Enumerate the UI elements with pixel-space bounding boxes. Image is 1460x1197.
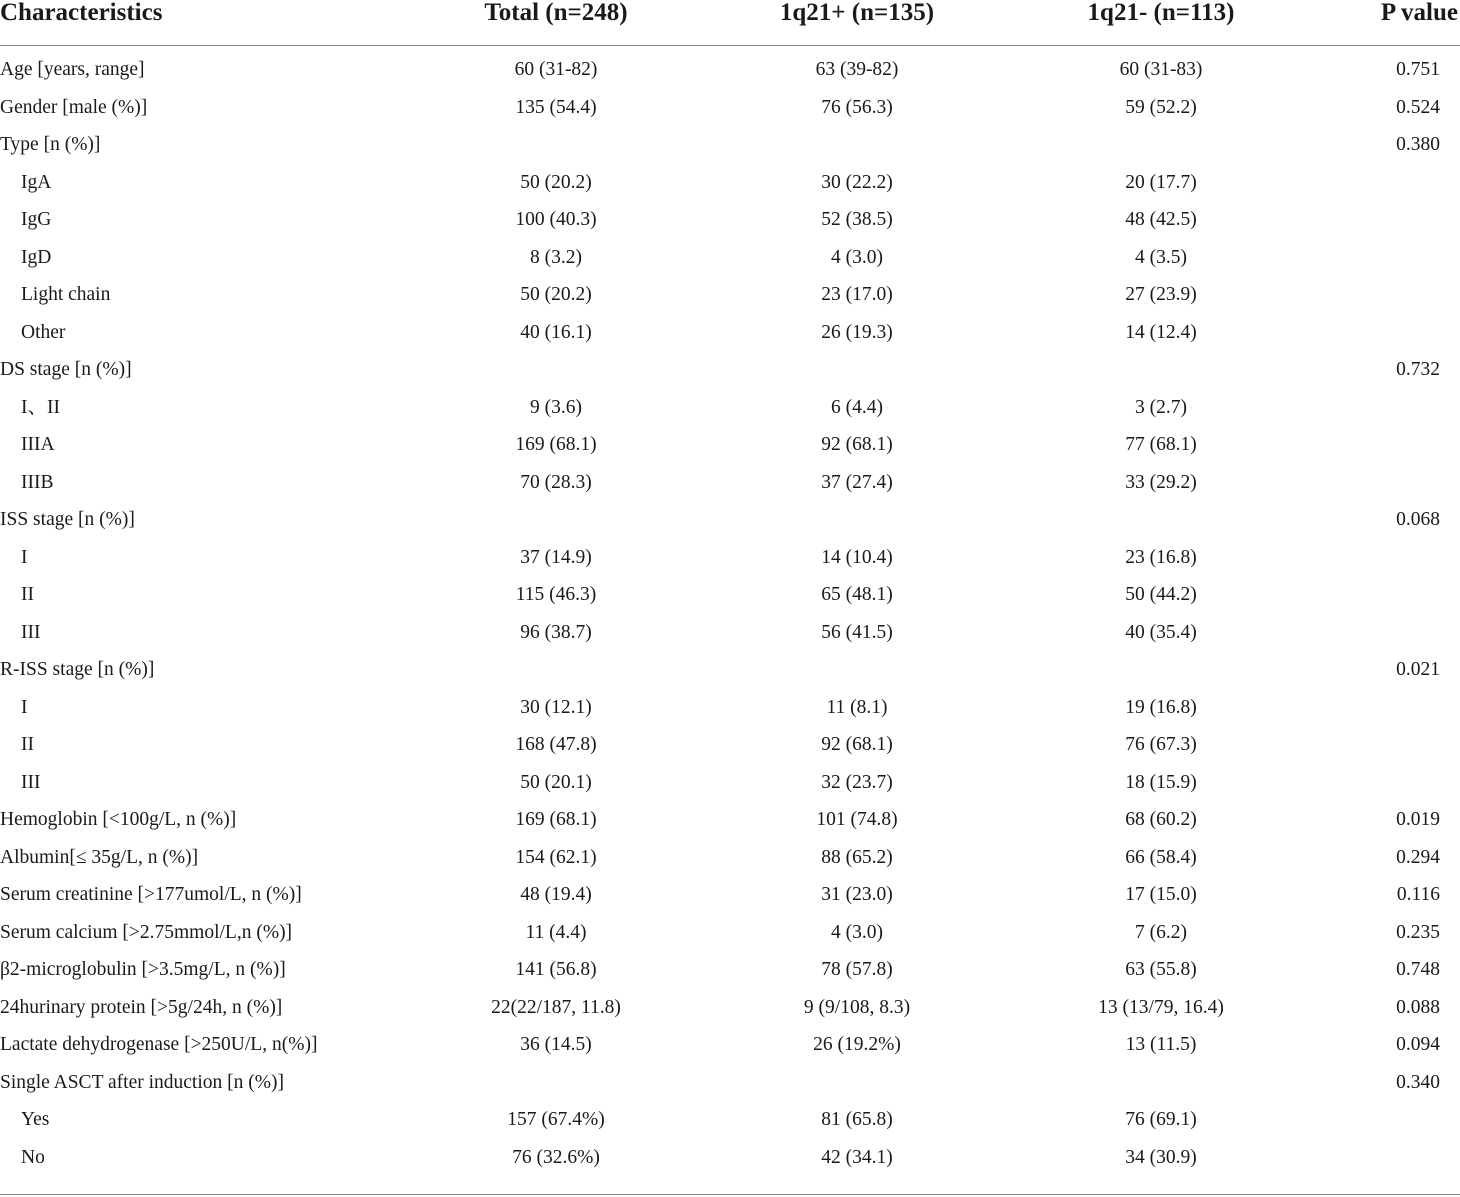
cell-total: 169 (68.1)	[515, 809, 597, 830]
cell-1q21-negative: 68 (60.2)	[1125, 809, 1197, 830]
table-row	[0, 472, 1460, 510]
table-row	[0, 1147, 1460, 1185]
table-row	[0, 584, 1460, 622]
cell-total: 36 (14.5)	[520, 1034, 592, 1055]
cell-1q21-negative: 17 (15.0)	[1125, 884, 1197, 905]
cell-total: 168 (47.8)	[515, 734, 597, 755]
cell-1q21-negative: 18 (15.9)	[1125, 771, 1197, 793]
cell-1q21-positive: 31 (23.0)	[821, 884, 893, 905]
table-row	[0, 284, 1460, 322]
cell-p-value: 0.294	[1396, 846, 1440, 868]
header-1q21-negative: 1q21- (n=113)	[1087, 0, 1235, 26]
table-row	[0, 547, 1460, 585]
cell-characteristic: ISS stage [n (%)]	[0, 509, 135, 530]
cell-1q21-negative: 27 (23.9)	[1125, 284, 1197, 305]
cell-1q21-positive: 52 (38.5)	[821, 209, 893, 230]
cell-1q21-negative: 60 (31-83)	[1119, 59, 1203, 80]
table-row	[0, 134, 1460, 172]
cell-p-value: 0.380	[1396, 134, 1440, 155]
cell-1q21-negative: 13 (13/79, 16.4)	[1098, 996, 1224, 1018]
cell-1q21-negative: 23 (16.8)	[1125, 546, 1197, 568]
cell-1q21-negative: 3 (2.7)	[1135, 396, 1187, 418]
cell-characteristic: IIIB	[21, 471, 54, 493]
cell-characteristic: Albumin[≤ 35g/L, n (%)]	[0, 846, 199, 868]
cell-total: 154 (62.1)	[515, 846, 597, 868]
cell-1q21-positive: 14 (10.4)	[821, 546, 893, 568]
cell-p-value: 0.021	[1396, 659, 1440, 680]
table-row	[0, 172, 1460, 210]
cell-characteristic: III	[21, 621, 41, 643]
cell-total: 40 (16.1)	[520, 321, 592, 343]
cell-characteristic: β2-microglobulin [>3.5mg/L, n (%)]	[0, 959, 286, 980]
cell-1q21-positive: 92 (68.1)	[821, 734, 893, 755]
cell-characteristic: Type [n (%)]	[0, 134, 101, 155]
cell-p-value: 0.116	[1396, 884, 1440, 905]
cell-p-value: 0.235	[1396, 921, 1440, 943]
cell-total: 157 (67.4%)	[507, 1109, 605, 1130]
table-body	[0, 59, 1460, 1184]
cell-characteristic: I、II	[21, 396, 60, 418]
cell-p-value: 0.019	[1396, 809, 1440, 830]
cell-total: 50 (20.2)	[520, 171, 592, 193]
cell-1q21-positive: 88 (65.2)	[821, 846, 893, 868]
cell-characteristic: DS stage [n (%)]	[0, 359, 132, 380]
cell-1q21-negative: 40 (35.4)	[1125, 621, 1197, 643]
table-row	[0, 959, 1460, 997]
table-row	[0, 434, 1460, 472]
cell-1q21-positive: 37 (27.4)	[821, 471, 893, 493]
table-row	[0, 359, 1460, 397]
cell-p-value: 0.732	[1396, 359, 1440, 380]
header-p-value: P value	[1380, 0, 1458, 26]
cell-total: 135 (54.4)	[515, 96, 597, 118]
cell-total: 60 (31-82)	[514, 59, 598, 80]
cell-characteristic: IgD	[21, 246, 52, 268]
cell-1q21-negative: 59 (52.2)	[1125, 96, 1197, 118]
table-row	[0, 322, 1460, 360]
cell-total: 8 (3.2)	[530, 246, 582, 268]
cell-characteristic: Gender [male (%)]	[0, 96, 148, 118]
cell-p-value: 0.340	[1396, 1071, 1440, 1093]
table-row	[0, 59, 1460, 97]
cell-p-value: 0.524	[1396, 96, 1440, 118]
cell-total: 50 (20.1)	[520, 771, 592, 793]
cell-characteristic: IgG	[21, 209, 52, 230]
cell-1q21-positive: 23 (17.0)	[821, 284, 893, 305]
table-row	[0, 997, 1460, 1035]
cell-1q21-negative: 7 (6.2)	[1135, 921, 1187, 943]
cell-1q21-negative: 66 (58.4)	[1125, 846, 1197, 868]
cell-1q21-positive: 56 (41.5)	[821, 621, 893, 643]
cell-1q21-negative: 4 (3.5)	[1135, 246, 1187, 268]
cell-characteristic: Hemoglobin [<100g/L, n (%)]	[0, 809, 237, 830]
cell-total: 30 (12.1)	[520, 696, 592, 718]
cell-1q21-positive: 63 (39-82)	[815, 59, 899, 80]
cell-1q21-negative: 14 (12.4)	[1125, 321, 1197, 343]
table-row	[0, 884, 1460, 922]
cell-characteristic: Age [years, range]	[0, 59, 145, 80]
cell-1q21-positive: 78 (57.8)	[821, 959, 893, 980]
cell-characteristic: Serum creatinine [>177umol/L, n (%)]	[0, 884, 302, 905]
cell-characteristic: Light chain	[21, 284, 111, 305]
cell-p-value: 0.088	[1396, 996, 1440, 1018]
cell-total: 76 (32.6%)	[512, 1146, 600, 1168]
cell-1q21-negative: 63 (55.8)	[1125, 959, 1197, 980]
cell-characteristic: Other	[21, 321, 66, 343]
table-row	[0, 247, 1460, 285]
cell-1q21-positive: 65 (48.1)	[821, 584, 893, 605]
cell-p-value: 0.751	[1396, 59, 1440, 80]
cell-characteristic: No	[21, 1146, 45, 1168]
cell-characteristic: Yes	[21, 1109, 50, 1130]
table-row	[0, 1072, 1460, 1110]
header-total: Total (n=248)	[484, 0, 628, 26]
cell-1q21-positive: 9 (9/108, 8.3)	[803, 996, 911, 1018]
cell-1q21-negative: 77 (68.1)	[1125, 434, 1197, 455]
cell-total: 100 (40.3)	[515, 209, 597, 230]
cell-total: 169 (68.1)	[515, 434, 597, 455]
cell-1q21-positive: 4 (3.0)	[831, 246, 883, 268]
cell-characteristic: IgA	[21, 171, 52, 193]
cell-characteristic: II	[21, 584, 34, 605]
cell-total: 141 (56.8)	[515, 959, 597, 980]
cell-total: 115 (46.3)	[515, 584, 597, 605]
cell-1q21-positive: 4 (3.0)	[831, 921, 883, 943]
cell-1q21-negative: 50 (44.2)	[1125, 584, 1197, 605]
cell-1q21-negative: 34 (30.9)	[1125, 1146, 1197, 1168]
table-header	[0, 0, 1460, 46]
cell-characteristic: I	[21, 696, 28, 718]
cell-characteristic: Single ASCT after induction [n (%)]	[0, 1071, 284, 1093]
table-row	[0, 1034, 1460, 1072]
cell-1q21-negative: 13 (11.5)	[1125, 1034, 1197, 1055]
table-row	[0, 734, 1460, 772]
cell-characteristic: II	[21, 734, 34, 755]
table-row	[0, 397, 1460, 435]
cell-1q21-positive: 92 (68.1)	[821, 434, 893, 455]
cell-characteristic: IIIA	[21, 434, 55, 455]
cell-1q21-positive: 26 (19.2%)	[813, 1034, 901, 1055]
table-bottom-rule	[0, 1194, 1460, 1195]
table-row	[0, 209, 1460, 247]
table-row	[0, 697, 1460, 735]
cell-total: 70 (28.3)	[520, 471, 592, 493]
cell-1q21-positive: 42 (34.1)	[821, 1146, 893, 1168]
table-row	[0, 922, 1460, 960]
table-row	[0, 622, 1460, 660]
cell-1q21-negative: 33 (29.2)	[1125, 471, 1197, 493]
cell-p-value: 0.094	[1396, 1034, 1440, 1055]
cell-1q21-negative: 76 (69.1)	[1125, 1109, 1197, 1130]
cell-total: 37 (14.9)	[520, 546, 592, 568]
cell-1q21-positive: 81 (65.8)	[821, 1109, 893, 1130]
cell-characteristic: Serum calcium [>2.75mmol/L,n (%)]	[0, 921, 293, 943]
table-row	[0, 97, 1460, 135]
cell-characteristic: I	[21, 546, 28, 568]
table-row	[0, 847, 1460, 885]
cell-total: 11 (4.4)	[525, 921, 587, 943]
cell-1q21-positive: 101 (74.8)	[816, 809, 898, 830]
table-row	[0, 1109, 1460, 1147]
cell-characteristic: R-ISS stage [n (%)]	[0, 659, 155, 680]
cell-1q21-negative: 76 (67.3)	[1125, 734, 1197, 755]
cell-1q21-negative: 48 (42.5)	[1125, 209, 1197, 230]
cell-1q21-positive: 32 (23.7)	[821, 771, 893, 793]
cell-total: 48 (19.4)	[520, 884, 592, 905]
table-row	[0, 772, 1460, 810]
cell-total: 50 (20.2)	[520, 284, 592, 305]
cell-total: 9 (3.6)	[530, 396, 582, 418]
table-row	[0, 659, 1460, 697]
cell-1q21-negative: 20 (17.7)	[1125, 171, 1197, 193]
table-row	[0, 509, 1460, 547]
cell-characteristic: Lactate dehydrogenase [>250U/L, n(%)]	[0, 1034, 318, 1055]
header-1q21-positive: 1q21+ (n=135)	[779, 0, 935, 26]
cell-total: 96 (38.7)	[520, 621, 592, 643]
cell-1q21-negative: 19 (16.8)	[1125, 696, 1197, 718]
header-characteristics: Characteristics	[0, 0, 163, 26]
cell-p-value: 0.068	[1396, 509, 1440, 530]
cell-characteristic: III	[21, 771, 41, 793]
cell-1q21-positive: 76 (56.3)	[821, 96, 893, 118]
cell-1q21-positive: 30 (22.2)	[821, 171, 893, 193]
cell-total: 22(22/187, 11.8)	[491, 996, 621, 1018]
cell-1q21-positive: 6 (4.4)	[831, 396, 883, 418]
table-row	[0, 809, 1460, 847]
cell-characteristic: 24hurinary protein [>5g/24h, n (%)]	[0, 996, 283, 1018]
cell-1q21-positive: 26 (19.3)	[821, 321, 893, 343]
cell-1q21-positive: 11 (8.1)	[826, 696, 888, 718]
cell-p-value: 0.748	[1396, 959, 1440, 980]
